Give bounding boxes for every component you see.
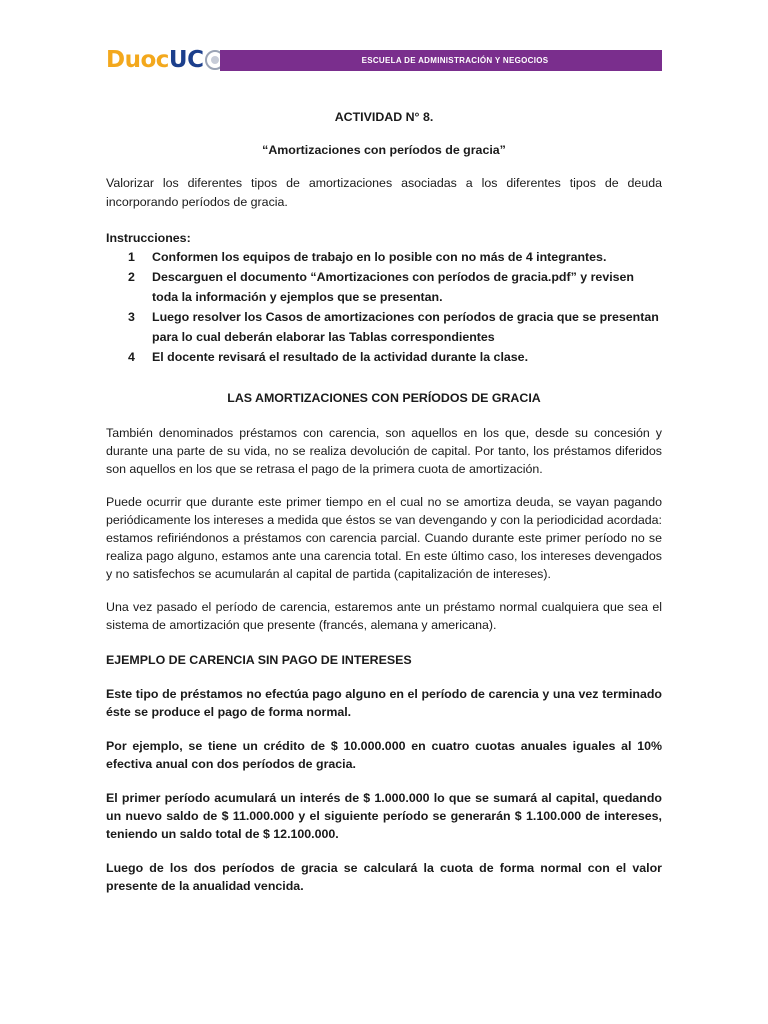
logo-uc-text: UC [168,47,204,73]
page-header [106,40,662,80]
school-banner-text: ESCUELA DE ADMINISTRACIÓN Y NEGOCIOS [361,56,549,65]
intro-paragraph: Valorizar los diferentes tipos de amortizaciones asociadas a los diferentes tipos de deuda incorporando períodos de gracia. [106,176,662,209]
activity-subtitle: “Amortizaciones con períodos de gracia” [262,143,506,157]
document-body [106,108,662,895]
section2-paragraph: Este tipo de préstamos no efectúa pago alguno en el período de carencia y una vez terminado éste se produce el pago de forma normal. [106,687,662,719]
duoc-uc-logo [106,42,225,78]
school-banner [220,50,662,71]
instruction-item: 4 El docente revisará el resultado de la actividad durante la clase. [128,350,529,364]
section1-paragraph: Puede ocurrir que durante este primer tiempo en el cual no se amortiza deuda, se vayan pagando periódicamente los intereses a medida que éstos se van devengando y con la periodicidad acordada: estamos refiriéndonos a préstamos con carencia parcial. Cuando durante este primer período no se realiza pago alguno, estamos ante una carencia total. En este último caso, los intereses devengados y no satisfechos se acumularán al capital de partida (capitalización de intereses). [106,495,662,581]
instructions-heading: Instrucciones: [106,231,191,245]
instruction-item: 3 Luego resolver los Casos de amortizaciones con períodos de gracia que se presentan para lo cual deberán elaborar las Tablas correspondientes [128,310,659,344]
activity-title: ACTIVIDAD N° 8. [334,110,434,124]
section2-paragraph: El primer período acumulará un interés de $ 1.000.000 lo que se sumará al capital, quedando un nuevo saldo de $ 11.000.000 y el siguiente período se generarán $ 1.100.000 de intereses, teniendo un saldo total de $ 12.100.000. [106,791,662,841]
logo-duoc-text: Duoc [106,47,169,73]
section1-paragraph: Una vez pasado el período de carencia, estaremos ante un préstamo normal cualquiera que sea el sistema de amortización que presente (francés, alemana y americana). [106,600,662,632]
section1-paragraph: También denominados préstamos con carencia, son aquellos en los que, desde su concesión y durante una parte de su vida, no se realiza devolución de capital. Por tanto, los préstamos diferidos son aquellos en los que se retrasa el pago de la primera cuota de amortización. [106,426,662,476]
section2-paragraph: Por ejemplo, se tiene un crédito de $ 10.000.000 en cuatro cuotas anuales iguales al 10% efectiva anual con dos períodos de gracia. [106,739,662,771]
section2-paragraph: Luego de los dos períodos de gracia se calculará la cuota de forma normal con el valor presente de la anualidad vencida. [106,861,662,893]
section-heading-ejemplo: EJEMPLO DE CARENCIA SIN PAGO DE INTERESES [106,653,412,667]
instruction-item: 2 Descarguen el documento “Amortizaciones con períodos de gracia.pdf” y revisen toda la información y ejemplos que se presentan. [128,270,635,304]
instructions-list [106,247,662,367]
section-heading-amortizaciones: LAS AMORTIZACIONES CON PERÍODOS DE GRACIA [227,391,541,405]
instruction-item: 1 Conformen los equipos de trabajo en lo posible con no más de 4 integrantes. [128,250,607,264]
